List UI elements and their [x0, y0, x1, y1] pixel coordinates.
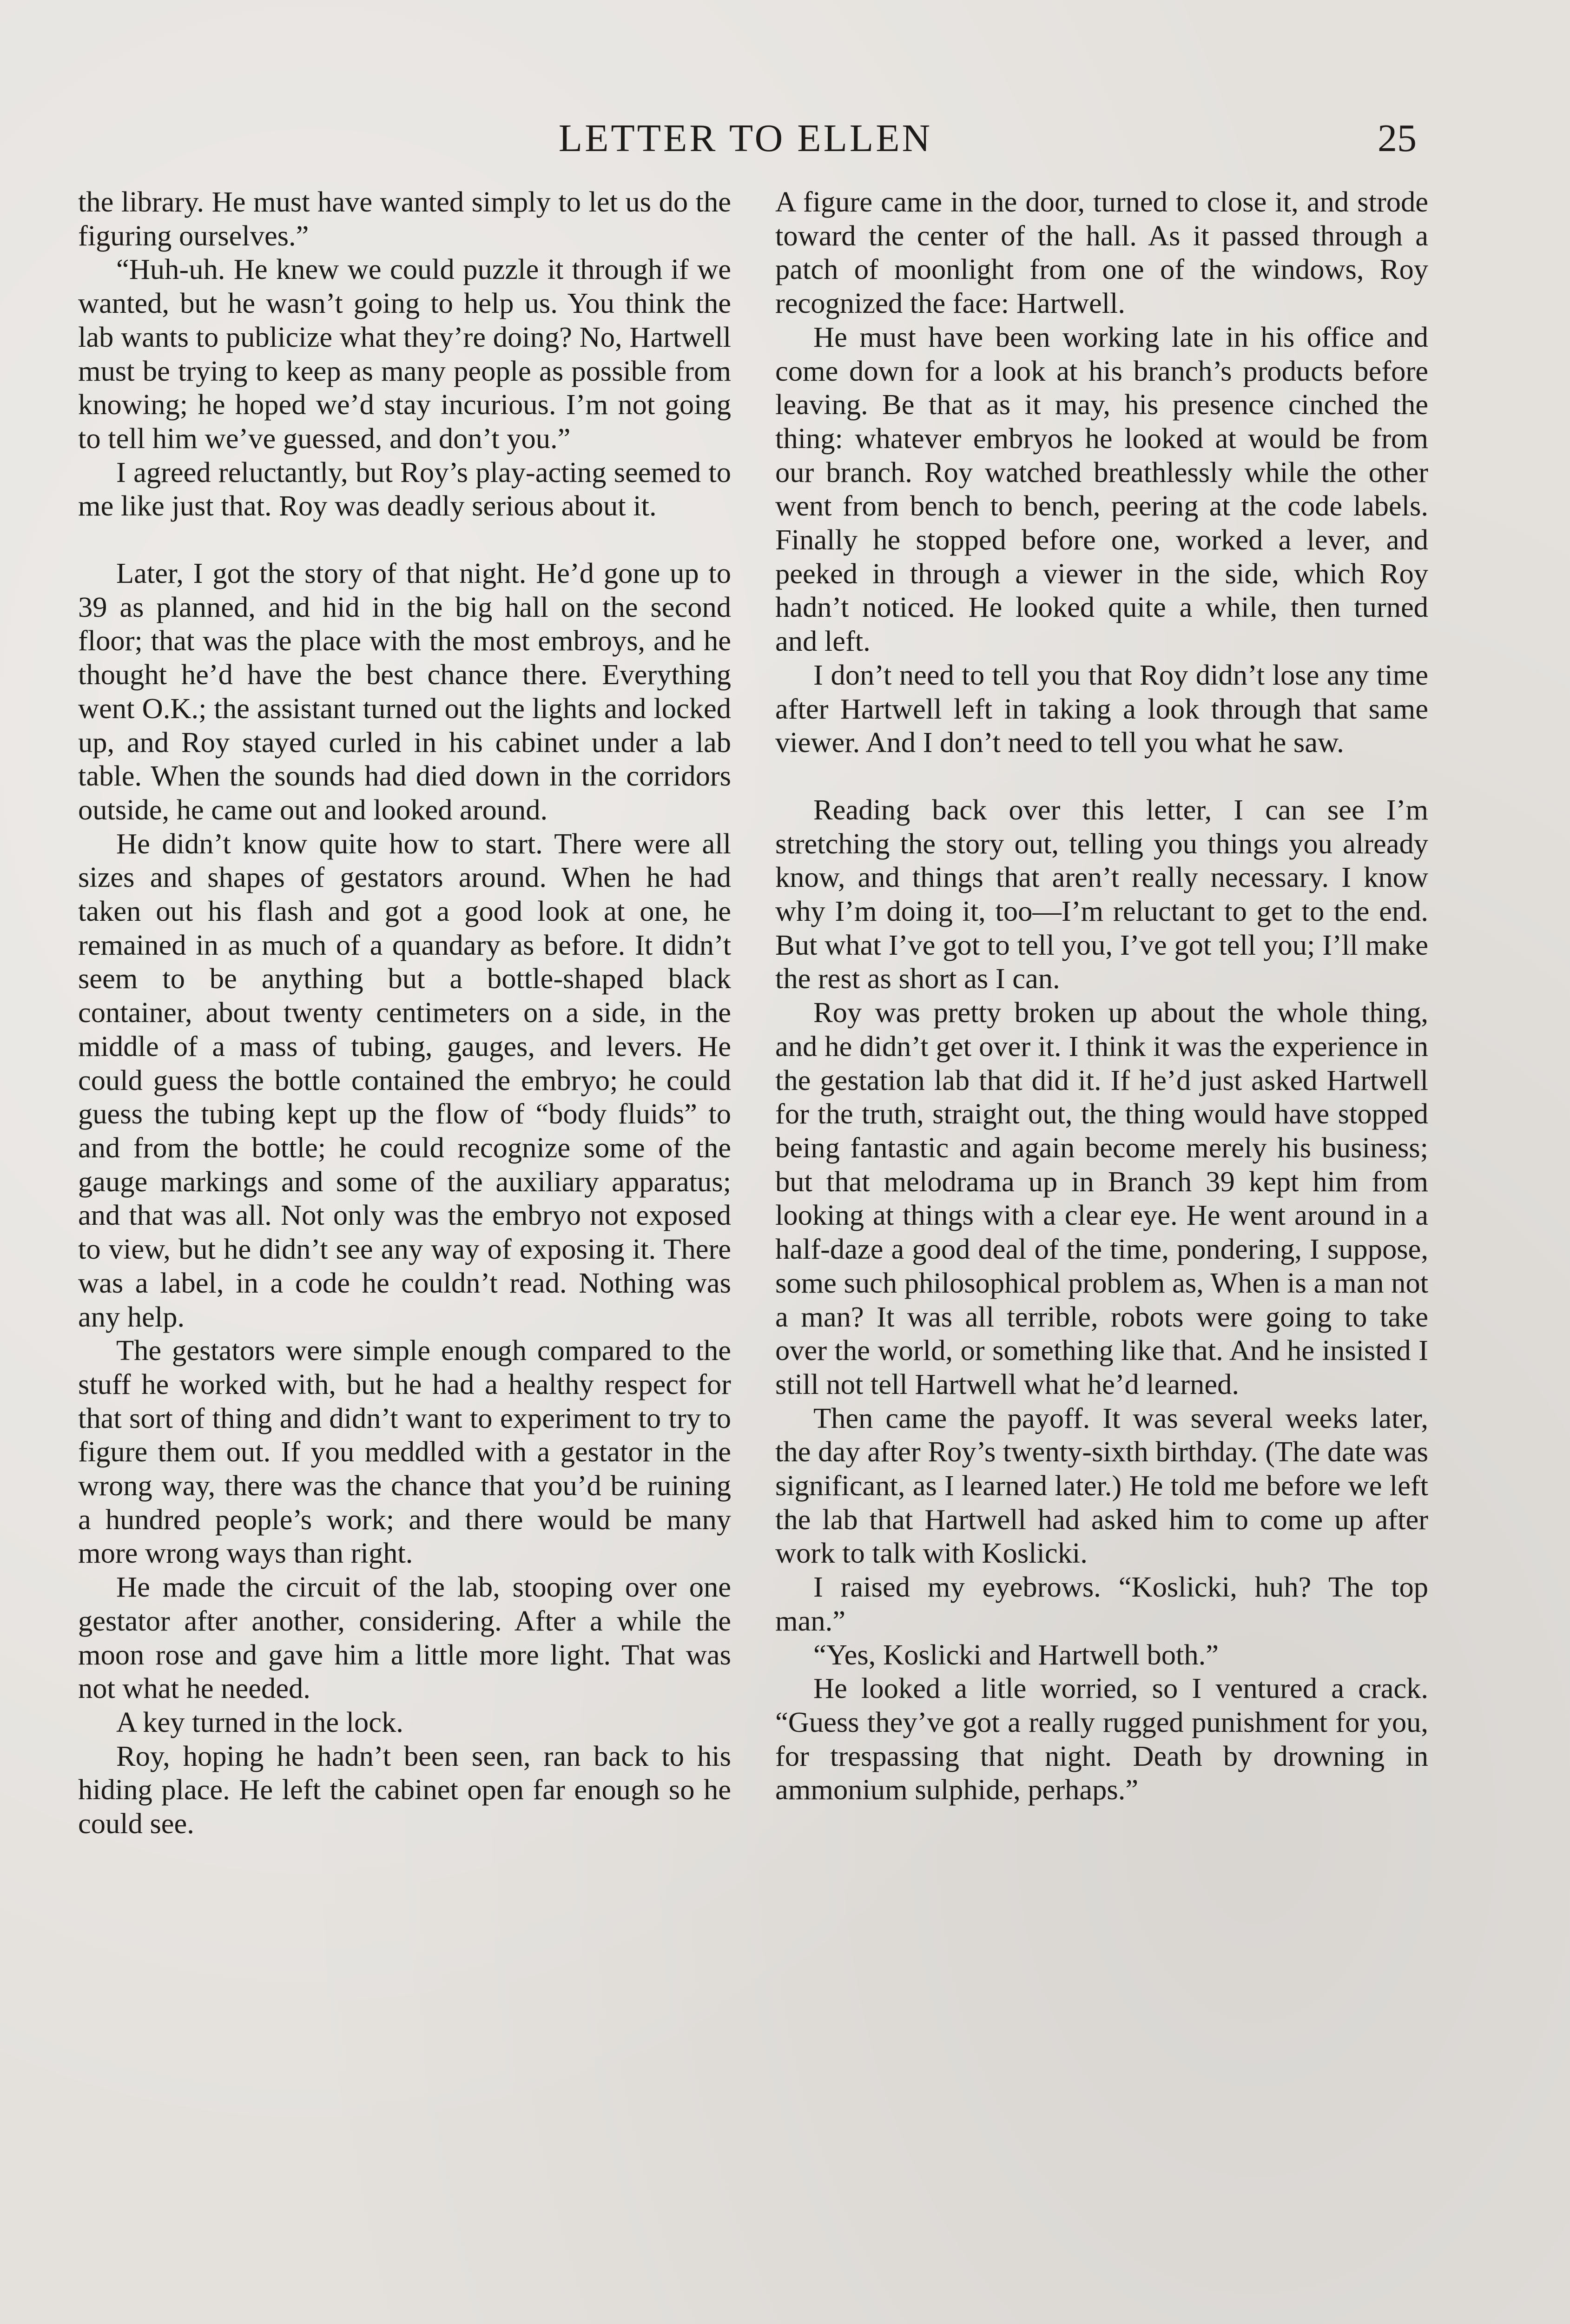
page-number: 25 [1378, 117, 1417, 160]
paragraph: “Yes, Koslicki and Hartwell both.” [813, 1638, 1219, 1671]
paragraph: A key turned in the lock. [116, 1705, 403, 1738]
paragraph: I raised my eyebrows. “Koslicki, huh? The top man.” [775, 1571, 1428, 1637]
paragraph: A figure came in the door, turned to close it, and strode toward the center of the hall. As it passed through a patch of moonlight from one of the windows, Roy recognized the face: Hartwell. [775, 185, 1428, 320]
paragraph: I don’t need to tell you that Roy didn’t lose any time after Hartwell left in taking a look through that same viewer. And I don’t need to tell you what he saw. [775, 658, 1428, 759]
paragraph: I agreed reluctantly, but Roy’s play-acting seemed to me like just that. Roy was deadly serious about it. [78, 456, 731, 522]
right-column [775, 185, 1428, 1807]
running-title: LETTER TO ELLEN [558, 117, 933, 160]
paragraph: Then came the payoff. It was several weeks later, the day after Roy’s twenty-sixth birthday. (The date was significant, as I learned later.) He told me before we left the lab that Hartwell had asked him to come up after work to talk with Koslicki. [775, 1401, 1428, 1570]
paragraph: He didn’t know quite how to start. There were all sizes and shapes of gestators around. When he had taken out his flash and got a good look at one, he remained in as much of a quandary as before. It didn’t seem to be anything but a bottle-shaped black container, about twenty centimeters on a side, in the middle of a mass of tubing, gauges, and levers. He could guess the bottle contained the embryo; he could guess the tubing kept up the flow of “body fluids” to and from the bottle; he could recognize some of the gauge markings and some of the auxiliary apparatus; and that was all. Not only was the embryo not exposed to view, but he didn’t see any way of exposing it. There was a label, in a code he couldn’t read. Nothing was any help. [78, 827, 731, 1333]
paragraph: Roy was pretty broken up about the whole thing, and he didn’t get over it. I think it was the experience in the gestation lab that did it. If he’d just asked Hartwell for the truth, straight out, the thing would have stopped being fantastic and again become merely his business; but that melodrama up in Branch 39 kept him from looking at things with a clear eye. He went around in a half-daze a good deal of the time, pondering, I suppose, some such philosophical problem as, When is a man not a man? It was all terrible, robots were going to take over the world, or something like that. And he insisted I still not tell Hartwell what he’d learned. [775, 996, 1428, 1400]
page-header [74, 111, 1417, 166]
paragraph: Roy, hoping he hadn’t been seen, ran back to his hiding place. He left the cabinet open far enough so he could see. [78, 1739, 731, 1840]
paragraph: Reading back over this letter, I can see I’m stretching the story out, telling you things you already know, and things that aren’t really necessary. I know why I’m doing it, too—I’m reluctant to get to the end. But what I’ve got to tell you, I’ve got tell you; I’ll make the rest as short as I can. [775, 793, 1428, 995]
left-column [78, 185, 731, 1841]
paragraph: “Huh-uh. He knew we could puzzle it through if we wanted, but he wasn’t going to help us. You think the lab wants to publicize what they’re doing? No, Hartwell must be trying to keep as many people as possible from knowing; he hoped we’d stay incurious. I’m not going to tell him we’ve guessed, and don’t you.” [78, 253, 731, 455]
paragraph: He must have been working late in his office and come down for a look at his branch’s products before leaving. Be that as it may, his presence cinched the thing: whatever embryos he looked at would be from our branch. Roy watched breathlessly while the other went from bench to bench, peering at the code labels. Finally he stopped before one, worked a lever, and peeked in through a viewer in the side, which Roy hadn’t noticed. He looked quite a while, then turned and left. [775, 320, 1428, 658]
paragraph: The gestators were simple enough compared to the stuff he worked with, but he had a healthy respect for that sort of thing and didn’t want to experiment to try to figure them out. If you meddled with a gestator in the wrong way, there was the chance that you’d be ruining a hundred people’s work; and there would be many more wrong ways than right. [78, 1334, 731, 1570]
paragraph: He looked a litle worried, so I ventured a crack. “Guess they’ve got a really rugged punishment for you, for trespassing that night. Death by drowning in ammonium sulphide, perhaps.” [775, 1672, 1428, 1806]
paragraph: the library. He must have wanted simply to let us do the figuring ourselves.” [78, 185, 731, 252]
paragraph: Later, I got the story of that night. He’d gone up to 39 as planned, and hid in the big hall on the second floor; that was the place with the most embroys, and he thought he’d have the best chance there. Everything went O.K.; the assistant turned out the lights and locked up, and Roy stayed curled in his cabinet under a lab table. When the sounds had died down in the corridors outside, he came out and looked around. [78, 557, 731, 826]
paragraph: He made the circuit of the lab, stooping over one gestator after another, considering. After a while the moon rose and gave him a little more light. That was not what he needed. [78, 1571, 731, 1705]
